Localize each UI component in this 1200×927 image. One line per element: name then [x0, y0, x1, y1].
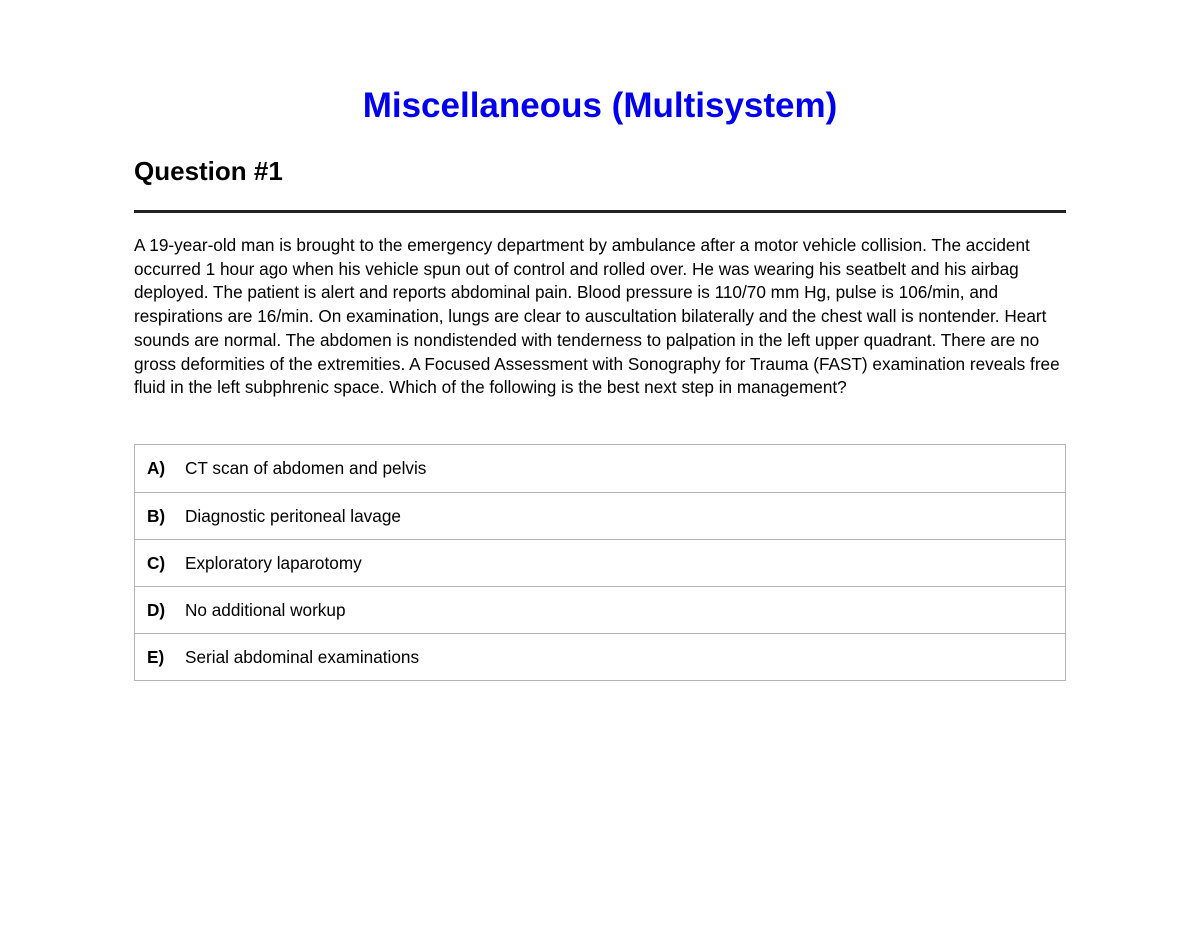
- answer-option-c[interactable]: [135, 539, 1065, 586]
- option-letter: C): [147, 552, 166, 573]
- option-text: Exploratory laparotomy: [185, 552, 362, 573]
- option-letter: A): [147, 458, 166, 478]
- option-text: Diagnostic peritoneal lavage: [185, 505, 401, 526]
- option-text: CT scan of abdomen and pelvis: [185, 458, 427, 478]
- answer-option-a[interactable]: [135, 445, 1065, 492]
- option-letter: E): [147, 646, 165, 667]
- question-heading: Question #1: [134, 156, 283, 186]
- answer-option-d[interactable]: [135, 586, 1065, 633]
- answer-options: [134, 444, 1066, 681]
- option-letter: D): [147, 599, 166, 620]
- answer-option-e[interactable]: [135, 633, 1065, 680]
- question-stem: A 19-year-old man is brought to the emergency department by ambulance after a motor vehicle collision. The accident occurred 1 hour ago when his vehicle spun out of control and rolled over. He was wearing his seatbelt and his airbag deployed. The patient is alert and reports abdominal pain. Blood pressure is 110/70 mm Hg, pulse is 106/min, and respirations are 16/min. On examination, lungs are clear to auscultation bilaterally and the chest wall is nontender. Heart sounds are normal. The abdomen is nondistended with tenderness to palpation in the left upper quadrant. There are no gross deformities of the extremities. A Focused Assessment with Sonography for Trauma (FAST) examination reveals free fluid in the left subphrenic space. Which of the following is the best next step in management?: [134, 235, 1060, 398]
- option-text: Serial abdominal examinations: [185, 646, 420, 667]
- answer-option-b[interactable]: [135, 492, 1065, 539]
- option-text: No additional workup: [185, 599, 346, 620]
- page-title: Miscellaneous (Multisystem): [362, 86, 838, 125]
- option-letter: B): [147, 505, 166, 526]
- divider: [134, 210, 1066, 213]
